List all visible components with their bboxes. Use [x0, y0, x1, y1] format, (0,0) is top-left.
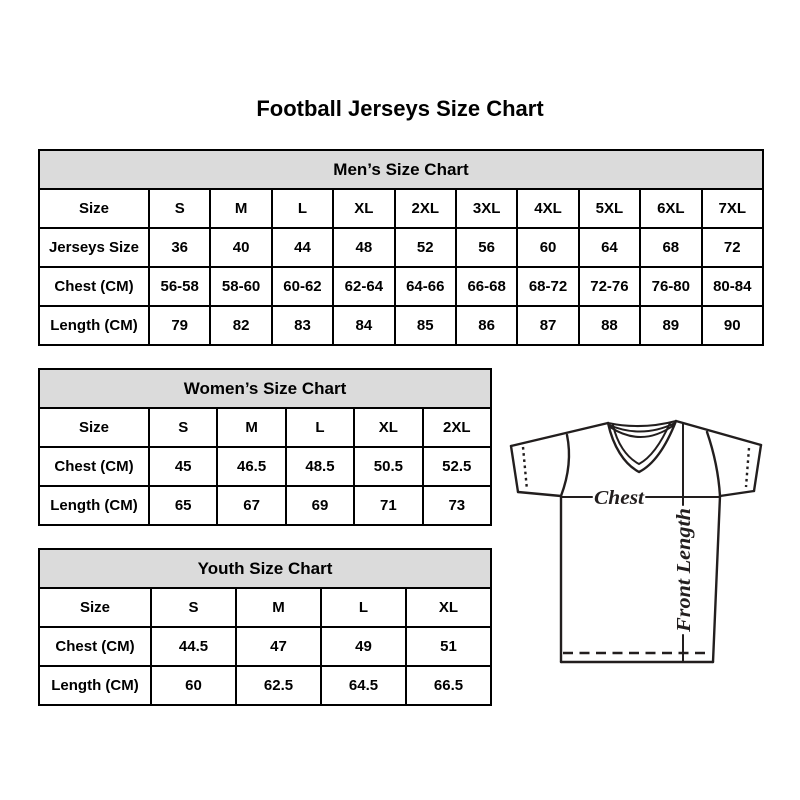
mens-size-table [38, 149, 764, 346]
value-cell: 47 [236, 627, 321, 666]
value-cell: 44 [272, 228, 333, 267]
value-cell: 87 [517, 306, 578, 345]
table-row [39, 306, 763, 345]
value-cell: 60-62 [272, 267, 333, 306]
table-row [39, 189, 763, 228]
value-cell: XL [406, 588, 491, 627]
value-cell: M [236, 588, 321, 627]
value-cell: 62-64 [333, 267, 394, 306]
value-cell: 36 [149, 228, 210, 267]
value-cell: 44.5 [151, 627, 236, 666]
value-cell: 71 [354, 486, 422, 525]
youth-size-table [38, 548, 492, 706]
table-row [39, 627, 491, 666]
value-cell: 51 [406, 627, 491, 666]
table-row [39, 666, 491, 705]
jersey-outline [511, 421, 761, 662]
value-cell: M [217, 408, 285, 447]
value-cell: S [151, 588, 236, 627]
value-cell: 49 [321, 627, 406, 666]
value-cell: 76-80 [640, 267, 701, 306]
page-title: Football Jerseys Size Chart [256, 96, 544, 121]
value-cell: 2XL [423, 408, 491, 447]
front-length-label: Front Length [673, 520, 695, 632]
jersey-diagram [498, 398, 770, 698]
value-cell: 68-72 [517, 267, 578, 306]
cuff-dotted-line-right [746, 448, 749, 487]
value-cell: 65 [149, 486, 217, 525]
womens-size-table [38, 368, 492, 526]
value-cell: 67 [217, 486, 285, 525]
row-label: Chest (CM) [39, 447, 149, 486]
value-cell: 80-84 [702, 267, 763, 306]
row-label: Length (CM) [39, 306, 149, 345]
value-cell: 6XL [640, 189, 701, 228]
table-title-row [39, 150, 763, 189]
table-row [39, 486, 491, 525]
value-cell: L [272, 189, 333, 228]
value-cell: 48.5 [286, 447, 354, 486]
table-row [39, 588, 491, 627]
table-title-row [39, 369, 491, 408]
chest-label: Chest [594, 487, 646, 509]
value-cell: 82 [210, 306, 271, 345]
value-cell: 66-68 [456, 267, 517, 306]
value-cell: XL [354, 408, 422, 447]
table-row [39, 447, 491, 486]
mens-table-title: Men’s Size Chart [39, 150, 763, 189]
value-cell: L [286, 408, 354, 447]
value-cell: 64.5 [321, 666, 406, 705]
value-cell: 4XL [517, 189, 578, 228]
value-cell: 2XL [395, 189, 456, 228]
row-label: Length (CM) [39, 486, 149, 525]
value-cell: 73 [423, 486, 491, 525]
value-cell: 3XL [456, 189, 517, 228]
value-cell: 48 [333, 228, 394, 267]
value-cell: 45 [149, 447, 217, 486]
value-cell: L [321, 588, 406, 627]
value-cell: 69 [286, 486, 354, 525]
value-cell: M [210, 189, 271, 228]
value-cell: 56-58 [149, 267, 210, 306]
value-cell: 60 [517, 228, 578, 267]
value-cell: 68 [640, 228, 701, 267]
value-cell: 85 [395, 306, 456, 345]
value-cell: S [149, 408, 217, 447]
value-cell: 56 [456, 228, 517, 267]
value-cell: 84 [333, 306, 394, 345]
value-cell: 60 [151, 666, 236, 705]
table-row [39, 228, 763, 267]
table-row [39, 408, 491, 447]
value-cell: 40 [210, 228, 271, 267]
value-cell: 88 [579, 306, 640, 345]
value-cell: 83 [272, 306, 333, 345]
row-label: Size [39, 189, 149, 228]
value-cell: 90 [702, 306, 763, 345]
jersey-collar [608, 421, 676, 472]
value-cell: 5XL [579, 189, 640, 228]
row-label: Length (CM) [39, 666, 151, 705]
value-cell: 50.5 [354, 447, 422, 486]
value-cell: S [149, 189, 210, 228]
value-cell: XL [333, 189, 394, 228]
table-title-row [39, 549, 491, 588]
value-cell: 89 [640, 306, 701, 345]
value-cell: 58-60 [210, 267, 271, 306]
row-label: Size [39, 588, 151, 627]
cuff-dotted-line-left [523, 447, 527, 490]
value-cell: 64-66 [395, 267, 456, 306]
value-cell: 46.5 [217, 447, 285, 486]
value-cell: 72-76 [579, 267, 640, 306]
value-cell: 64 [579, 228, 640, 267]
womens-table-title: Women’s Size Chart [39, 369, 491, 408]
youth-table-title: Youth Size Chart [39, 549, 491, 588]
row-label: Jerseys Size [39, 228, 149, 267]
value-cell: 72 [702, 228, 763, 267]
value-cell: 52.5 [423, 447, 491, 486]
row-label: Size [39, 408, 149, 447]
value-cell: 66.5 [406, 666, 491, 705]
value-cell: 7XL [702, 189, 763, 228]
table-row [39, 267, 763, 306]
row-label: Chest (CM) [39, 267, 149, 306]
value-cell: 86 [456, 306, 517, 345]
value-cell: 62.5 [236, 666, 321, 705]
row-label: Chest (CM) [39, 627, 151, 666]
value-cell: 52 [395, 228, 456, 267]
value-cell: 79 [149, 306, 210, 345]
